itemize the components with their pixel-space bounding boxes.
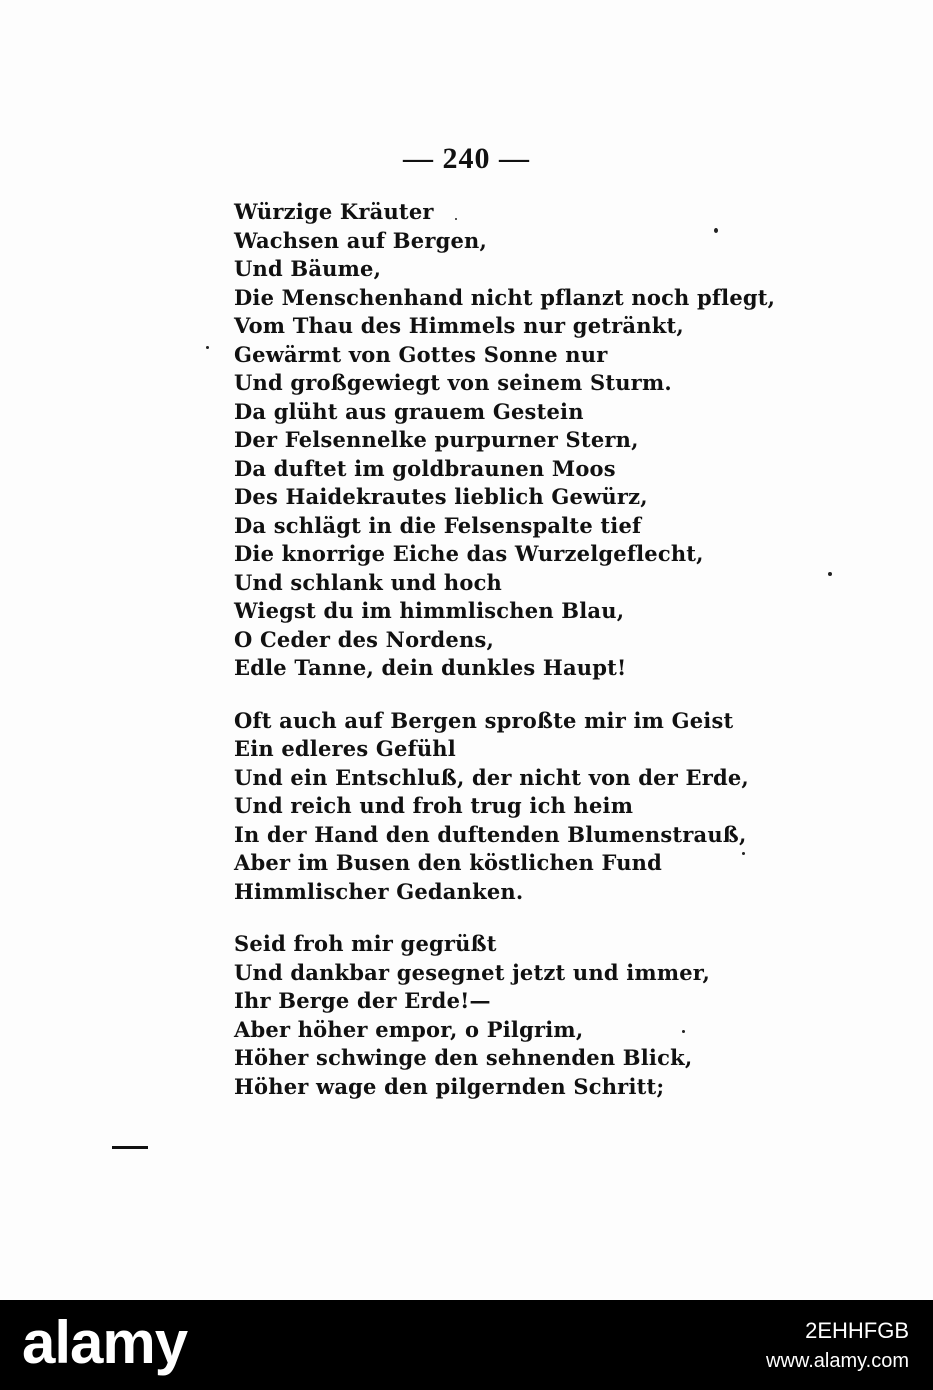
poem-line: Und reich und froh trug ich heim xyxy=(234,793,634,818)
poem-line: Würzige Kräuter xyxy=(234,199,434,224)
watermark-image-id: 2EHHFGB xyxy=(805,1318,909,1343)
poem-line: Da glüht aus grauem Gestein xyxy=(234,398,584,424)
watermark-url: www.alamy.com xyxy=(766,1350,909,1372)
poem-line: Die knorrige Eiche das Wurzelgeflecht, xyxy=(234,541,704,566)
poem-line: Und dankbar gesegnet jetzt und immer, xyxy=(234,959,711,985)
poem-line: Und großgewiegt von seinem Sturm. xyxy=(234,370,672,395)
poem-line: Ein edleres Gefühl xyxy=(234,736,456,761)
poem-line: Da duftet im goldbraunen Moos xyxy=(234,455,616,481)
poem-line: Wachsen auf Bergen, xyxy=(234,227,488,253)
scan-speck xyxy=(206,346,209,349)
poem-line: Seid froh mir gegrüßt xyxy=(234,931,497,956)
poem-line: Aber höher empor, o Pilgrim, xyxy=(234,1016,584,1042)
poem-line: In der Hand den duftenden Blumenstrauß, xyxy=(234,821,747,847)
poem-line: Und Bäume, xyxy=(234,256,382,281)
poem-line: Die Menschenhand nicht pflanzt noch pflegt, xyxy=(234,284,776,310)
poem-line: Der Felsennelke purpurner Stern, xyxy=(234,427,639,452)
poem-line: Höher wage den pilgernden Schritt; xyxy=(234,1073,665,1099)
poem-line: Oft auch auf Bergen sproßte mir im Geist xyxy=(234,707,734,733)
margin-dash-mark xyxy=(112,1146,148,1149)
poem-line: Edle Tanne, dein dunkles Haupt! xyxy=(234,655,627,680)
poem-line: O Ceder des Nordens, xyxy=(234,626,494,652)
poem-line: Aber im Busen den köstlichen Fund xyxy=(234,850,663,875)
scan-speck xyxy=(828,572,832,576)
poem-line: Gewärmt von Gottes Sonne nur xyxy=(234,341,608,367)
watermark-bar xyxy=(0,1300,933,1390)
scan-speck xyxy=(455,218,457,220)
poem-line: Höher schwinge den sehnenden Blick, xyxy=(234,1045,693,1070)
poem-line: Wiegst du im himmlischen Blau, xyxy=(234,598,625,623)
poem-line: Des Haidekrautes lieblich Gewürz, xyxy=(234,484,648,509)
stanza-3 xyxy=(234,930,714,1101)
scan-speck xyxy=(742,852,745,855)
poem-line: Himmlischer Gedanken. xyxy=(234,878,524,904)
poem-line: Vom Thau des Himmels nur getränkt, xyxy=(234,313,684,338)
stanza-2 xyxy=(234,707,749,907)
poem-line: Und ein Entschluß, der nicht von der Erde, xyxy=(234,764,749,790)
poem-line: Und schlank und hoch xyxy=(234,569,503,595)
scan-speck xyxy=(682,1030,685,1033)
watermark-logo: alamy xyxy=(22,1309,188,1376)
scan-speck xyxy=(714,228,718,233)
poem-line: Ihr Berge der Erde!— xyxy=(234,988,491,1013)
poem-line: Da schlägt in die Felsenspalte tief xyxy=(234,512,642,538)
stanza-1 xyxy=(234,198,776,683)
poem-body xyxy=(234,198,776,1101)
page-number: — 240 — xyxy=(403,142,530,175)
